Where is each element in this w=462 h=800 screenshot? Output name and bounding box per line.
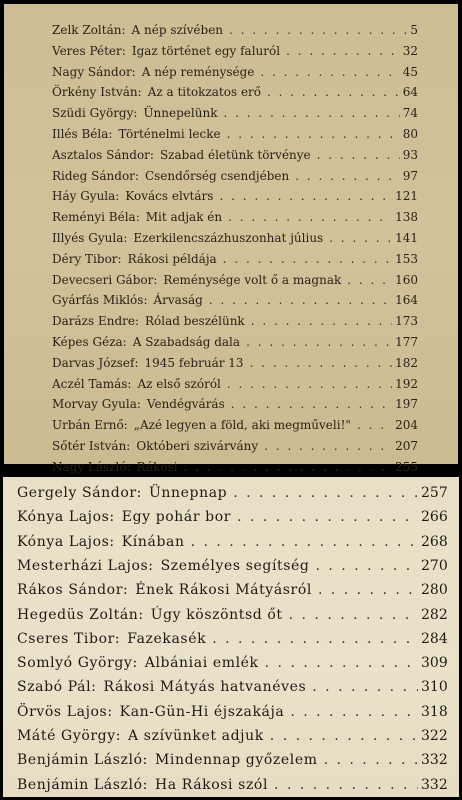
toc-entry	[17, 606, 447, 624]
toc-entry-title: Fazekasék	[127, 630, 207, 647]
toc-entry-author: Nagy Sándor:	[52, 64, 136, 79]
toc-entry	[52, 64, 418, 80]
toc-entry-dot-leader	[219, 188, 392, 204]
toc-entry-dot-leader	[246, 334, 392, 350]
toc-entry-author: Zelk Zoltán:	[52, 23, 126, 37]
toc-entry-dot-leader	[267, 84, 400, 100]
toc-entry-author: Rideg Sándor:	[52, 168, 139, 183]
toc-entry-author: Rákos Sándor:	[17, 582, 129, 599]
toc-entry-title: Szabad életünk törvénye	[159, 147, 311, 162]
toc-entry-page-number: 266	[421, 509, 448, 526]
toc-entry-title: Kan-Gün-Hi éjszakája	[119, 703, 285, 720]
toc-entry-page-number: 310	[421, 679, 448, 696]
toc-entry-dot-leader	[227, 376, 392, 392]
toc-entry-dot-leader	[231, 396, 392, 412]
toc-entry-page-number: 153	[395, 251, 418, 266]
toc-entry-page-number: 268	[421, 533, 448, 550]
toc-entry-title: Rákosi Mátyás hatvanéves	[103, 679, 307, 696]
toc-entry-author: Képes Géza:	[52, 335, 127, 349]
toc-entry-title: Csendőrség csendjében	[144, 168, 290, 183]
toc-entry-title: Kovács elvtárs	[125, 189, 214, 204]
toc-entry	[52, 417, 418, 433]
toc-entry	[52, 188, 418, 204]
toc-entry-dot-leader	[228, 209, 392, 225]
toc-entry-title: Úgy köszöntsd őt	[150, 606, 283, 623]
toc-entry-page-number: 309	[421, 655, 448, 672]
toc-entry-page-number: 121	[395, 189, 418, 204]
toc-entry-title: Vendégvárás	[146, 397, 225, 412]
toc-entry-page-number: 5	[410, 23, 418, 37]
toc-entry-page-number: 204	[395, 418, 418, 433]
toc-entry-page-number: 207	[395, 439, 418, 453]
toc-entry-author: Morvay Gyula:	[52, 397, 141, 412]
toc-entry-dot-leader	[312, 678, 418, 696]
toc-entry-author: Hegedüs Zoltán:	[17, 606, 144, 623]
toc-entry-dot-leader	[184, 459, 392, 475]
toc-upper-page	[4, 4, 458, 474]
toc-entry	[17, 727, 447, 745]
toc-entry-title: Az első szóról	[137, 376, 221, 391]
toc-entry	[17, 703, 447, 721]
toc-entry-title: A nép szívében	[131, 23, 224, 37]
toc-lower-page-frame	[0, 474, 462, 800]
toc-entry-title: Egy pohár bor	[121, 509, 232, 526]
toc-entry-dot-leader	[251, 313, 392, 329]
toc-entry-title: Reménysége volt ő a magnak	[163, 272, 342, 287]
toc-entry-dot-leader	[223, 251, 392, 267]
toc-entry-author: Veres Péter:	[52, 43, 126, 58]
toc-entry-title: Történelmi lecke	[118, 127, 221, 141]
toc-entry-title: A Szabadság dala	[132, 335, 241, 349]
toc-entry-page-number: 280	[421, 582, 448, 599]
toc-entry	[52, 334, 418, 350]
toc-entry-title: Igaz történet egy faluról	[131, 43, 281, 58]
toc-entry-author: Örkény István:	[52, 85, 142, 100]
toc-entry-dot-leader	[290, 703, 418, 721]
toc-entry-title: Mit adjak én	[145, 210, 223, 225]
toc-entry-dot-leader	[295, 168, 399, 184]
toc-entry	[52, 105, 418, 121]
toc-entry	[17, 508, 447, 526]
toc-entry	[52, 459, 418, 475]
toc-entry	[52, 251, 418, 267]
toc-entry-title: Ünnepnap	[149, 485, 228, 501]
toc-entry-page-number: 32	[402, 43, 418, 58]
toc-entry-dot-leader	[209, 292, 392, 308]
toc-entry-dot-leader	[347, 272, 392, 288]
toc-entry-author: Örvös Lajos:	[17, 703, 113, 720]
toc-entry-page-number: 164	[395, 293, 418, 308]
toc-entry-title: Rákosi	[136, 459, 178, 474]
toc-entry-dot-leader	[229, 22, 407, 38]
toc-entry	[52, 272, 418, 288]
toc-entry	[17, 751, 447, 769]
toc-entry-author: Háy Gyula:	[52, 189, 120, 204]
toc-entry-title: Rákosi példája	[127, 251, 217, 266]
toc-entry-title: A szívünket adjuk	[128, 728, 264, 744]
toc-entry	[52, 168, 418, 184]
toc-entry-author: Somlyó György:	[17, 655, 138, 672]
toc-entry-page-number: 160	[395, 272, 418, 287]
toc-entry-page-number: 197	[395, 397, 418, 412]
toc-entry-page-number: 192	[395, 376, 418, 391]
toc-entry-page-number: 97	[402, 168, 418, 183]
toc-entry-page-number: 318	[421, 703, 448, 720]
toc-entry-dot-leader	[250, 355, 393, 371]
toc-entry-title: Mindennap győzelem	[154, 752, 318, 769]
toc-entry-title: 1945 február 13	[144, 355, 244, 370]
toc-entry-author: Mesterházi Lajos:	[17, 557, 154, 574]
toc-entry-dot-leader	[191, 533, 418, 551]
toc-entry-title: Ünnepelünk	[143, 106, 218, 121]
toc-entry-dot-leader	[324, 751, 418, 769]
toc-entry-page-number: 64	[402, 85, 418, 100]
toc-entry	[52, 313, 418, 329]
toc-entry	[17, 654, 447, 672]
toc-entry-author: Kónya Lajos:	[17, 533, 115, 550]
toc-entry-dot-leader	[274, 776, 418, 794]
toc-entry-title: A nép reménysége	[141, 64, 255, 79]
toc-entry-author: Cseres Tibor:	[17, 630, 121, 647]
toc-entry-author: Máté György:	[17, 728, 122, 744]
toc-entry-dot-leader	[233, 484, 418, 502]
toc-entry-author: Asztalos Sándor:	[52, 147, 154, 162]
toc-entry-page-number: 138	[395, 210, 418, 225]
toc-entry-title: Személyes segítség	[160, 557, 310, 574]
toc-entry-page-number: 45	[402, 64, 418, 79]
toc-entry-dot-leader	[286, 43, 400, 59]
toc-entry-author: Kónya Lajos:	[17, 509, 115, 526]
toc-entry-page-number: 284	[421, 630, 448, 647]
toc-entry-author: Sőtér István:	[52, 439, 131, 453]
toc-entry-page-number: 270	[421, 557, 448, 574]
toc-entry	[17, 630, 447, 648]
toc-entry-page-number: 74	[402, 106, 418, 121]
toc-entry-dot-leader	[318, 581, 418, 599]
toc-entry-dot-leader	[260, 64, 399, 80]
toc-entry-author: Darvas József:	[52, 355, 139, 370]
toc-entry-title: Árvaság	[153, 293, 203, 308]
toc-entry-page-number: 173	[395, 314, 418, 329]
toc-entry-dot-leader	[212, 630, 418, 648]
toc-entry-author: Illyés Gyula:	[52, 231, 128, 245]
toc-entry-dot-leader	[265, 654, 418, 672]
toc-entry-page-number: 332	[421, 776, 448, 793]
toc-entry-page-number: 322	[421, 728, 448, 744]
toc-entry-dot-leader	[317, 147, 400, 163]
toc-entry-page-number: 257	[421, 485, 448, 501]
toc-entry-author: Szabó Pál:	[17, 679, 97, 696]
toc-entry	[52, 438, 418, 454]
toc-entry-page-number: 80	[402, 127, 418, 141]
toc-entry-title: „Azé legyen a föld, aki megműveli!"	[133, 418, 351, 433]
toc-entry-title: Albániai emlék	[144, 655, 259, 672]
toc-entry-dot-leader	[264, 438, 392, 454]
toc-entry	[17, 581, 447, 599]
toc-entry	[52, 292, 418, 308]
toc-lower-page	[3, 477, 459, 797]
toc-entry-title: Kínában	[121, 533, 185, 550]
toc-entry	[52, 376, 418, 392]
toc-entry-title: Októberi szivárvány	[136, 439, 259, 453]
toc-entry-author: Aczél Tamás:	[52, 376, 132, 391]
toc-entry-title: Ének Rákosi Mátyásról	[135, 582, 312, 599]
toc-entry-dot-leader	[270, 727, 418, 745]
toc-entry	[52, 43, 418, 59]
toc-entry	[52, 147, 418, 163]
toc-entry	[52, 396, 418, 412]
toc-entry-dot-leader	[227, 126, 400, 142]
toc-entry-title: Ha Rákosi szól	[154, 776, 269, 793]
toc-entry-author: Benjámin László:	[17, 776, 148, 793]
toc-entry	[17, 776, 447, 794]
toc-entry-dot-leader	[329, 230, 392, 246]
toc-entry-author: Benjámin László:	[17, 752, 148, 769]
toc-entry-dot-leader	[223, 105, 399, 121]
toc-entry-page-number: 282	[421, 606, 448, 623]
toc-entry-page-number: 177	[395, 335, 418, 349]
toc-entry-author: Gergely Sándor:	[17, 485, 142, 501]
toc-entry-author: Gyárfás Miklós:	[52, 293, 148, 308]
toc-entry-title: Ezerkilencszázhuszonhat július	[133, 231, 324, 245]
toc-entry-page-number: 255	[395, 459, 418, 474]
toc-entry	[17, 557, 447, 575]
toc-entry-title: Az a titokzatos erő	[147, 85, 262, 100]
toc-entry-dot-leader	[357, 417, 392, 433]
toc-entry-author: Devecseri Gábor:	[52, 272, 158, 287]
toc-entry	[17, 533, 447, 551]
toc-entry	[17, 678, 447, 696]
toc-entry-page-number: 182	[395, 355, 418, 370]
toc-entry-page-number: 141	[395, 231, 418, 245]
toc-entry-author: Szüdi György:	[52, 106, 138, 121]
toc-entry	[52, 126, 418, 142]
toc-entry	[52, 209, 418, 225]
toc-entry-author: Reményi Béla:	[52, 210, 140, 225]
toc-entry-page-number: 93	[402, 147, 418, 162]
toc-entry-author: Illés Béla:	[52, 127, 113, 141]
toc-entry-author: Darázs Endre:	[52, 314, 140, 329]
toc-entry-dot-leader	[315, 557, 418, 575]
toc-entry-dot-leader	[237, 508, 418, 526]
toc-entry-author: Nagy László:	[52, 459, 131, 474]
toc-entry	[17, 484, 447, 502]
toc-entry	[52, 230, 418, 246]
toc-entry-title: Rólad beszélünk	[145, 314, 245, 329]
toc-entry	[52, 84, 418, 100]
toc-entry-author: Urbán Ernő:	[52, 418, 128, 433]
toc-entry	[52, 22, 418, 38]
toc-entry-page-number: 332	[421, 752, 448, 769]
toc-entry-author: Déry Tibor:	[52, 251, 122, 266]
toc-entry-dot-leader	[289, 606, 418, 624]
toc-entry	[52, 355, 418, 371]
